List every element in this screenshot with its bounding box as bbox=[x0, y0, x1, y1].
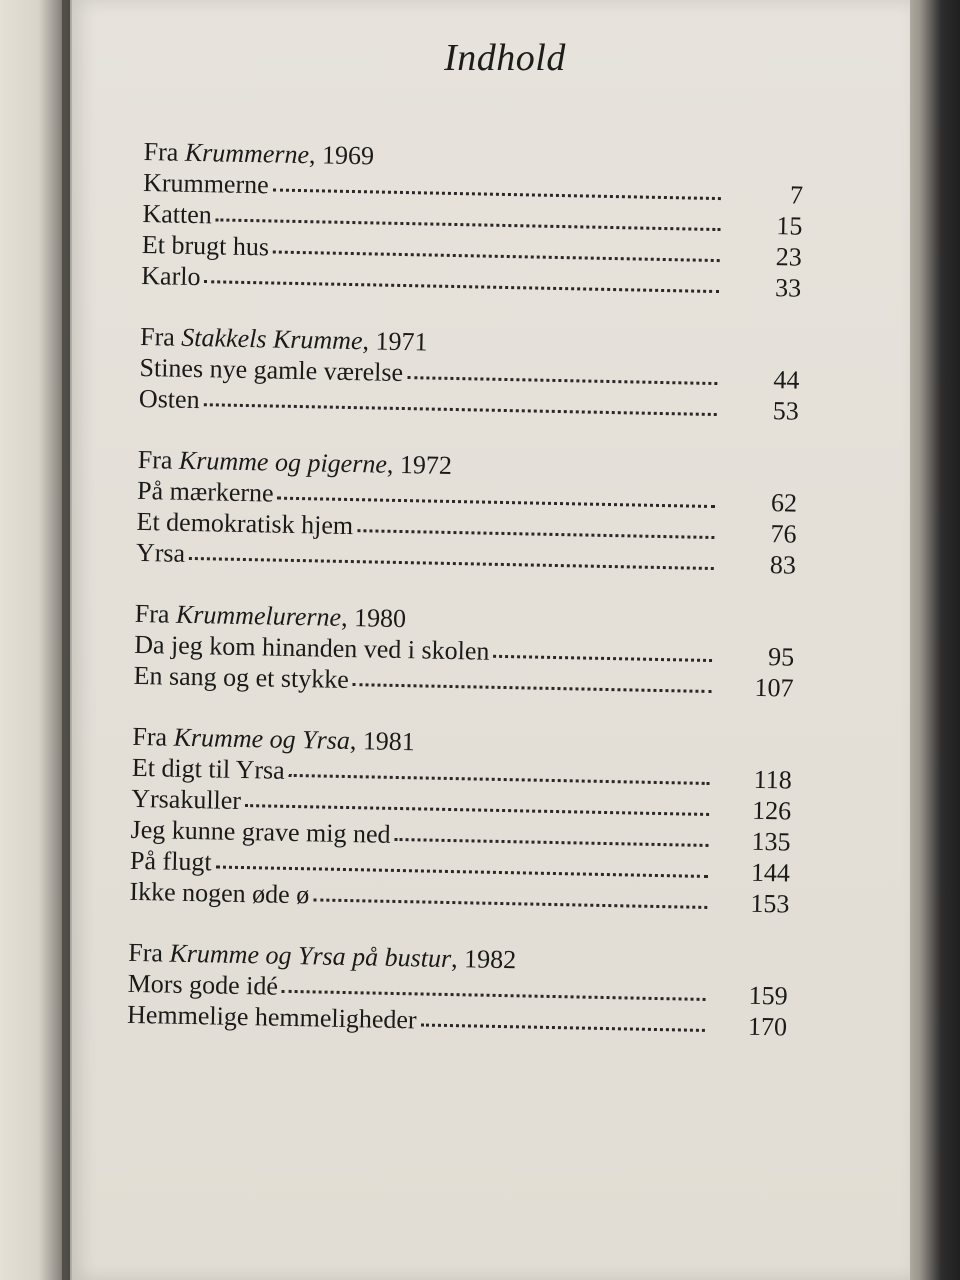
entry-title: Karlo bbox=[141, 260, 201, 292]
section-year: , 1980 bbox=[340, 602, 407, 634]
entry-title: Osten bbox=[138, 383, 200, 415]
toc-section bbox=[141, 136, 804, 304]
entry-page: 62 bbox=[770, 488, 798, 518]
section-book-title: Krumme og Yrsa bbox=[173, 722, 351, 756]
entry-title: Et demokratisk hjem bbox=[136, 506, 354, 541]
section-year: , 1981 bbox=[349, 726, 416, 757]
entry-page: 44 bbox=[773, 365, 800, 395]
dot-leader bbox=[273, 188, 721, 200]
dot-leader bbox=[407, 376, 717, 385]
section-book-title: Krummelurerne bbox=[175, 599, 342, 632]
entry-title: Ikke nogen øde ø bbox=[129, 876, 310, 910]
entry-title: Katten bbox=[142, 198, 213, 230]
entry-title: En sang og et stykke bbox=[133, 660, 350, 695]
section-year: , 1982 bbox=[450, 944, 517, 975]
section-year: , 1969 bbox=[308, 140, 375, 171]
dot-leader bbox=[357, 529, 714, 539]
section-prefix: Fra bbox=[128, 937, 164, 968]
entry-page: 76 bbox=[770, 519, 797, 549]
section-book-title: Krumme og pigerne bbox=[178, 445, 388, 479]
dot-leader bbox=[289, 774, 710, 785]
entry-page: 7 bbox=[789, 180, 804, 210]
section-prefix: Fra bbox=[137, 444, 173, 475]
entry-title: Et digt til Yrsa bbox=[131, 752, 285, 785]
section-year: , 1971 bbox=[362, 326, 428, 357]
entry-title: Stines nye gamle værelse bbox=[139, 352, 404, 388]
section-book-title: Krummerne bbox=[184, 137, 310, 170]
section-book-title: Krumme og Yrsa på bustur bbox=[169, 938, 452, 974]
entry-page: 126 bbox=[751, 795, 792, 826]
dot-leader bbox=[420, 1023, 704, 1031]
dot-leader bbox=[189, 557, 714, 570]
left-page-edge bbox=[0, 0, 70, 1280]
entry-page: 159 bbox=[748, 980, 788, 1011]
section-prefix: Fra bbox=[143, 136, 179, 167]
dot-leader bbox=[394, 838, 708, 847]
toc-section bbox=[133, 598, 795, 704]
entry-page: 15 bbox=[776, 211, 803, 241]
dot-leader bbox=[493, 655, 712, 662]
book-page bbox=[72, 0, 910, 1280]
dot-leader bbox=[282, 990, 706, 1001]
table-of-contents bbox=[126, 136, 804, 1073]
entry-title: Jeg kunne grave mig ned bbox=[130, 814, 391, 849]
entry-page: 118 bbox=[753, 764, 793, 795]
dot-leader bbox=[273, 250, 720, 262]
section-prefix: Fra bbox=[139, 321, 176, 352]
toc-section bbox=[129, 721, 792, 920]
section-book-title: Stakkels Krumme bbox=[181, 322, 363, 356]
dot-leader bbox=[203, 403, 716, 416]
entry-title: Yrsa bbox=[135, 537, 186, 568]
toc-section bbox=[139, 321, 801, 427]
section-prefix: Fra bbox=[134, 598, 170, 629]
entry-title: Hemmelige hemmeligheder bbox=[126, 999, 417, 1035]
dot-leader bbox=[313, 898, 707, 909]
entry-page: 53 bbox=[772, 396, 800, 426]
dot-leader bbox=[245, 804, 709, 816]
entry-title: På mærkerne bbox=[136, 475, 274, 508]
entry-page: 170 bbox=[747, 1011, 788, 1042]
entry-page: 23 bbox=[775, 242, 803, 272]
entry-page: 153 bbox=[750, 888, 790, 919]
entry-page: 144 bbox=[750, 857, 791, 888]
entry-title: Mors gode idé bbox=[127, 968, 279, 1001]
toc-section bbox=[127, 937, 789, 1043]
dot-leader bbox=[353, 683, 712, 693]
entry-title: På flugt bbox=[129, 845, 212, 877]
entry-page: 107 bbox=[754, 672, 794, 703]
section-prefix: Fra bbox=[132, 721, 168, 752]
dot-leader bbox=[216, 866, 708, 878]
entry-title: Et brugt hus bbox=[141, 229, 270, 262]
dot-leader bbox=[204, 280, 719, 293]
entry-title: Krummerne bbox=[142, 167, 269, 200]
entry-page: 95 bbox=[767, 642, 795, 672]
entry-page: 135 bbox=[751, 826, 791, 857]
page-title: Indhold bbox=[444, 37, 566, 79]
entry-title: Yrsakuller bbox=[131, 783, 242, 815]
entry-page: 33 bbox=[774, 273, 802, 303]
entry-page: 83 bbox=[769, 550, 797, 580]
dot-leader bbox=[216, 218, 721, 231]
toc-section bbox=[136, 444, 798, 581]
section-year: , 1972 bbox=[386, 449, 453, 480]
entry-title: Da jeg kom hinanden ved i skolen bbox=[133, 629, 490, 666]
dot-leader bbox=[278, 497, 716, 508]
